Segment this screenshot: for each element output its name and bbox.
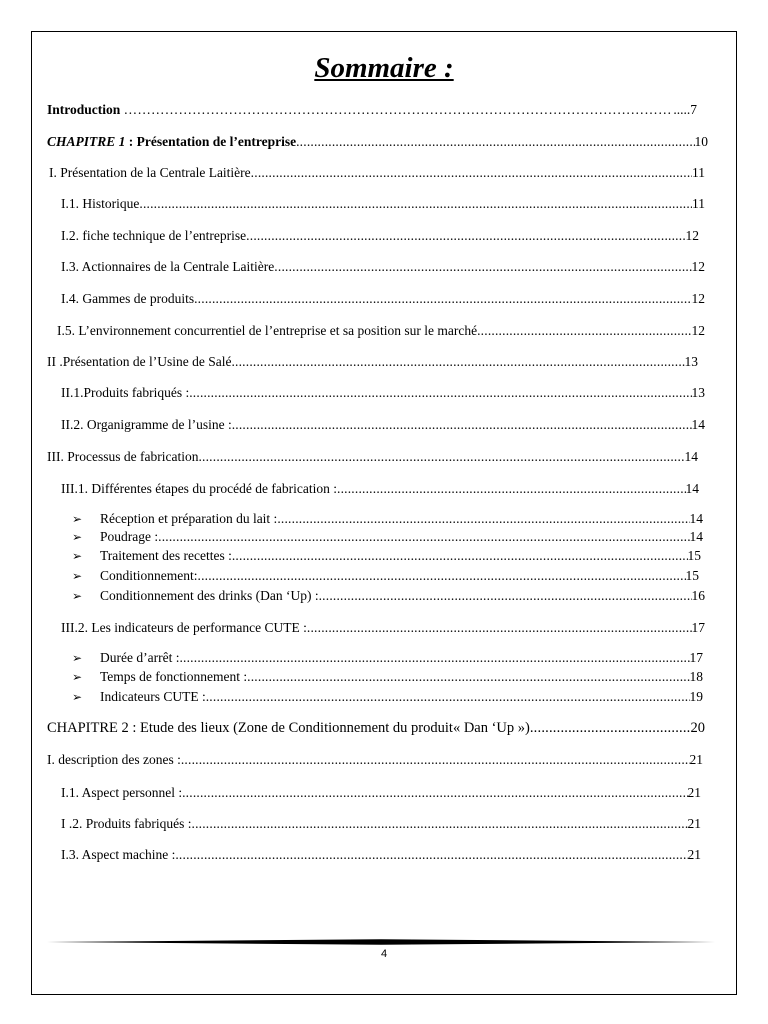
toc-label: I. Présentation de la Centrale Laitière xyxy=(49,165,251,180)
toc-section-1-4[interactable] xyxy=(61,290,705,308)
toc-label: I.3. Actionnaires de la Centrale Laitière xyxy=(61,259,275,274)
toc-leader xyxy=(307,619,692,637)
toc-page: 21 xyxy=(687,785,701,800)
toc-leader xyxy=(274,258,691,276)
toc-label: II .Présentation de l’Usine de Salé xyxy=(47,354,232,369)
arrow-bullet-icon: ➢ xyxy=(72,530,83,544)
toc-chapter-1[interactable] xyxy=(47,133,708,151)
toc-page: 16 xyxy=(691,588,705,603)
toc-label: : Présentation de l’entreprise xyxy=(125,134,297,149)
toc-section-1-3[interactable] xyxy=(61,258,705,276)
toc-label: I. description des zones : xyxy=(47,752,181,767)
toc-section-1-2[interactable] xyxy=(61,227,699,245)
toc-zone-section-1-2[interactable] xyxy=(61,815,701,833)
toc-bullet-item[interactable] xyxy=(72,649,703,667)
toc-label: II.2. Organigramme de l’usine : xyxy=(61,417,232,432)
toc-leader xyxy=(198,448,684,466)
toc-page: 21 xyxy=(689,752,703,767)
toc-section-3-1[interactable] xyxy=(61,480,699,498)
arrow-bullet-icon: ➢ xyxy=(72,589,83,603)
toc-page: 14 xyxy=(684,449,698,464)
toc-page: 11 xyxy=(692,196,705,211)
toc-page: 21 xyxy=(687,816,701,831)
toc-leader xyxy=(246,227,685,245)
toc-section-1-5[interactable] xyxy=(57,322,705,340)
toc-label: I.3. Aspect machine : xyxy=(61,847,176,862)
toc-leader xyxy=(296,133,694,151)
toc-section-2[interactable] xyxy=(47,353,698,371)
toc-leader xyxy=(477,322,691,340)
toc-bullet-item[interactable] xyxy=(72,510,703,528)
toc-label: Traitement des recettes : xyxy=(100,548,232,563)
toc-label: Introduction xyxy=(47,102,121,117)
toc-page: 18 xyxy=(689,669,703,684)
toc-section-1-1[interactable] xyxy=(61,195,705,213)
toc-page: 17 xyxy=(691,620,705,635)
toc-label: Indicateurs CUTE : xyxy=(100,689,206,704)
toc-leader xyxy=(337,480,686,498)
toc-label: I.2. fiche technique de l’entreprise xyxy=(61,228,247,243)
toc-page: 14 xyxy=(689,511,703,526)
toc-page: 12 xyxy=(691,259,705,274)
arrow-bullet-icon: ➢ xyxy=(72,569,83,583)
toc-label: Poudrage : xyxy=(100,529,159,544)
toc-leader xyxy=(179,649,689,667)
toc-page: 21 xyxy=(687,847,701,862)
toc-page: 17 xyxy=(689,650,703,665)
toc-label: III.1. Différentes étapes du procédé de fabrication : xyxy=(61,481,337,496)
toc-page: .....7 xyxy=(673,102,697,117)
toc-section-3[interactable] xyxy=(47,448,698,466)
toc-leader xyxy=(232,416,692,434)
toc-label: I.4. Gammes de produits xyxy=(61,291,195,306)
toc-zone-section-1-3[interactable] xyxy=(61,846,701,864)
toc-label: Réception et préparation du lait : xyxy=(100,511,278,526)
toc-page: 14 xyxy=(691,417,705,432)
toc-leader xyxy=(231,353,684,371)
toc-page: 12 xyxy=(685,228,699,243)
toc-label: III. Processus de fabrication xyxy=(47,449,199,464)
toc-leader xyxy=(530,719,691,737)
toc-section-2-2[interactable] xyxy=(61,416,705,434)
toc-section-1[interactable] xyxy=(49,164,705,182)
toc-leader xyxy=(198,567,686,585)
toc-label: Durée d’arrêt : xyxy=(100,650,180,665)
toc-label: III.2. Les indicateurs de performance CUTE : xyxy=(61,620,307,635)
arrow-bullet-icon: ➢ xyxy=(72,690,83,704)
toc-section-2-1[interactable] xyxy=(61,384,705,402)
arrow-bullet-icon: ➢ xyxy=(72,512,83,526)
toc-page: 14 xyxy=(689,529,703,544)
toc-page: 14 xyxy=(685,481,699,496)
toc-label-chapter: CHAPITRE 1 xyxy=(47,134,126,149)
toc-label: Conditionnement des drinks (Dan ‘Up) : xyxy=(100,588,319,603)
toc-bullet-item[interactable] xyxy=(72,668,703,686)
toc-label: I .2. Produits fabriqués : xyxy=(61,816,192,831)
toc-leader xyxy=(247,668,689,686)
toc-page: 10 xyxy=(694,134,708,149)
toc-leader xyxy=(181,751,690,769)
toc-leader xyxy=(277,510,689,528)
toc-bullet-item[interactable] xyxy=(72,567,699,585)
toc-bullet-item[interactable] xyxy=(72,688,703,706)
arrow-bullet-icon: ➢ xyxy=(72,549,83,563)
toc-page: 12 xyxy=(691,291,705,306)
toc-leader xyxy=(182,784,687,802)
toc-section-3-2[interactable] xyxy=(61,619,705,637)
toc-page: 15 xyxy=(685,568,699,583)
toc-leader xyxy=(139,195,692,213)
toc-zone-section-1-1[interactable] xyxy=(61,784,701,802)
toc-bullet-item[interactable] xyxy=(72,547,701,565)
toc-leader xyxy=(251,164,692,182)
toc-bullet-item[interactable] xyxy=(72,587,705,605)
toc-page: 19 xyxy=(689,689,703,704)
toc-label: I.1. Aspect personnel : xyxy=(61,785,183,800)
toc-label: CHAPITRE 2 : Etude des lieux (Zone de Conditionnement du produit« Dan ‘Up ») xyxy=(47,720,530,736)
toc-leader xyxy=(158,528,689,546)
toc-leader xyxy=(194,290,691,308)
page-title: Sommaire : xyxy=(314,52,454,84)
toc-label: I.1. Historique xyxy=(61,196,140,211)
page-number: 4 xyxy=(380,948,388,960)
toc-page: 15 xyxy=(687,548,701,563)
toc-leader xyxy=(206,688,690,706)
toc-label: Conditionnement: xyxy=(100,568,198,583)
toc-page: 20 xyxy=(690,720,705,736)
toc-page: 13 xyxy=(691,385,705,400)
toc-leader xyxy=(319,587,692,605)
footer-rule xyxy=(47,938,715,946)
arrow-bullet-icon: ➢ xyxy=(72,670,83,684)
toc-leader xyxy=(124,101,674,119)
toc-page: 13 xyxy=(684,354,698,369)
toc-zone-section-1[interactable] xyxy=(47,751,703,769)
toc-bullet-item[interactable] xyxy=(72,528,703,546)
toc-leader xyxy=(175,846,687,864)
toc-leader xyxy=(232,547,688,565)
toc-page: 12 xyxy=(691,323,705,338)
toc-leader xyxy=(189,384,691,402)
toc-introduction[interactable] xyxy=(47,101,697,119)
toc-chapter-2[interactable] xyxy=(47,719,705,737)
toc-label: I.5. L’environnement concurrentiel de l’entreprise et sa position sur le marché xyxy=(57,323,478,338)
toc-label: II.1.Produits fabriqués : xyxy=(61,385,190,400)
toc-label: Temps de fonctionnement : xyxy=(100,669,248,684)
arrow-bullet-icon: ➢ xyxy=(72,651,83,665)
toc-page: 11 xyxy=(692,165,705,180)
toc-leader xyxy=(192,815,688,833)
